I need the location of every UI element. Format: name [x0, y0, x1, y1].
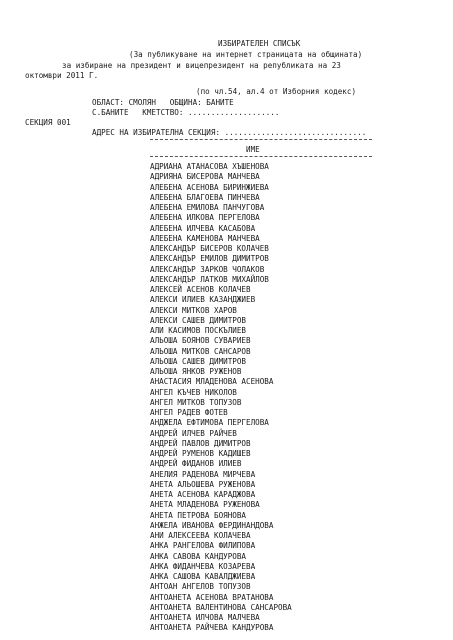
- voter-name-row: АЛЕБЕНА КАМЕНОВА МАНЧЕВА: [150, 233, 260, 243]
- legal-basis: (по чл.54, ал.4 от Изборния кодекс): [196, 87, 357, 96]
- voter-name-row: АНГЕЛ МИТКОВ ТОПУЗОВ: [150, 397, 242, 407]
- voter-name-row: АНЕТА МЛАДЕНОВА РУЖЕНОВА: [150, 500, 260, 510]
- voter-name-row: АЛЬОША ЯНКОВ РУЖЕНОВ: [150, 367, 242, 376]
- voter-name-row: АЛЕКСАНДЪР ЛАТКОВ МИХАЙЛОВ: [150, 274, 269, 284]
- section-number: СЕКЦИЯ 001: [25, 118, 71, 127]
- voter-name-row: АНКА РАНГЕЛОВА ФИЛИПОВА: [150, 541, 256, 551]
- voter-name-row: АЛЕБЕНА ЕМИЛОВА ПАНЧУГОВА: [150, 203, 265, 212]
- voter-name-row: АЛЕБЕНА БЛАГОЕВА ПИНЧЕВА: [150, 192, 260, 202]
- voter-name-row: АНТОАНЕТА РАЙЧЕВА КАНДУРОВА: [150, 623, 274, 633]
- voter-name-row: АЛЬОША САШЕВ ДИМИТРОВ: [150, 356, 247, 366]
- voter-name-row: АЛЕКСИ ИЛИЕВ КАЗАНДЖИЕВ: [150, 295, 256, 305]
- voter-name-row: АДРИАНА АТАНАСОВА ХЪШЕНОВА: [150, 162, 269, 171]
- table-header-rule: [150, 156, 372, 157]
- name-column-header: ИМЕ: [246, 145, 260, 154]
- voter-name-row: АЛЕКСЕЙ АСЕНОВ КОЛАЧЕВ: [150, 285, 251, 294]
- voter-name-row: АНДРЕЙ РУМЕНОВ КАДИШЕВ: [150, 449, 251, 458]
- voter-name-row: АЛЬОША БОЯНОВ СУВАРИЕВ: [150, 336, 251, 346]
- voter-name-row: АДРИЯНА БИСЕРОВА МАНЧЕВА: [150, 172, 260, 182]
- table-top-rule: [150, 139, 372, 140]
- voter-name-row: АЛИ КАСИМОВ ПОСКЪЛИЕВ: [150, 326, 247, 335]
- voter-name-row: АНАСТАСИЯ МЛАДЕНОВА АСЕНОВА: [150, 377, 274, 387]
- document-title: ИЗБИРАТЕЛЕН СПИСЪК: [218, 39, 301, 48]
- voter-name-row: АЛЕКСАНДЪР ЗАРКОВ ЧОЛАКОВ: [150, 264, 265, 274]
- voter-name-row: АЛЕБЕНА ИЛКОВА ПЕРГЕЛОВА: [150, 213, 260, 223]
- voter-name-row: АНТОАН АНГЕЛОВ ТОПУЗОВ: [150, 582, 251, 592]
- voter-name-row: АЛЕКСИ САШЕВ ДИМИТРОВ: [150, 315, 247, 325]
- voter-name-row: АНДЖЕЛА ЕФТИМОВА ПЕРГЕЛОВА: [150, 418, 269, 428]
- region-municipality: ОБЛАСТ: СМОЛЯН ОБЩИНА: БАНИТЕ: [92, 98, 234, 107]
- voter-name-row: АНИ АЛЕКСЕЕВА КОЛАЧЕВА: [150, 531, 251, 540]
- voter-name-row: АЛЕБЕНА ИЛЧЕВА КАСАБОВА: [150, 223, 256, 233]
- voter-name-row: АНКА САШОВА КАВАЛДЖИЕВА: [150, 572, 256, 581]
- voter-name-row: АНЕТА ПЕТРОВА БОЯНОВА: [150, 510, 247, 520]
- section-address: АДРЕС НА ИЗБИРАТЕЛНА СЕКЦИЯ: ...............................: [92, 128, 367, 137]
- voter-name-row: АЛЕКСИ МИТКОВ ХАРОВ: [150, 305, 237, 315]
- voter-name-row: АНДРЕЙ ФИДАНОВ ИЛИЕВ: [150, 459, 242, 469]
- voter-name-row: АНГЕЛ КЪЧЕВ НИКОЛОВ: [150, 387, 237, 397]
- voter-name-row: АЛЕКСАНДЪР БИСЕРОВ КОЛАЧЕВ: [150, 244, 269, 253]
- settlement-mayoralty: С.БАНИТЕ КМЕТСТВО: ....................: [92, 108, 280, 117]
- voter-name-row: АНГЕЛ РАДЕВ ФОТЕВ: [150, 408, 228, 417]
- voter-name-row: АНЕТА АЛЬОШЕВА РУЖЕНОВА: [150, 479, 256, 489]
- publish-note: (За публикуване на интернет страницата на общината): [129, 50, 363, 59]
- election-description-line-1: за избиране на президент и вицепрезидент на републиката на 23: [62, 61, 341, 70]
- voter-name-row: АНКА ФИДАНЧЕВА КОЗАРЕВА: [150, 561, 256, 571]
- election-description-line-2: октомври 2011 Г.: [25, 71, 99, 80]
- voter-name-row: АНТОАНЕТА АСЕНОВА ВРАТАНОВА: [150, 592, 274, 602]
- voter-name-row: АНЖЕЛА ИВАНОВА ФЕРДИНАНДОВА: [150, 520, 274, 530]
- voter-name-row: АЛЕКСАНДЪР ЕМИЛОВ ДИМИТРОВ: [150, 254, 269, 264]
- voter-name-row: АЛЬОША МИТКОВ САНСАРОВ: [150, 346, 251, 356]
- voter-name-row: АНТОАНЕТА ВАЛЕНТИНОВА САНСАРОВА: [150, 602, 292, 612]
- voter-name-row: АНЕЛИЯ РАДЕНОВА МИРЧЕВА: [150, 469, 256, 479]
- voter-name-row: АЛЕБЕНА АСЕНОВА БИРИНЖИЕВА: [150, 182, 269, 192]
- voter-name-row: АНЕТА АСЕНОВА КАРАДЖОВА: [150, 490, 256, 499]
- voter-name-row: АНДРЕЙ ПАВЛОВ ДИМИТРОВ: [150, 438, 251, 448]
- voter-name-row: АНКА САВОВА КАНДУРОВА: [150, 551, 247, 561]
- voter-name-row: АНТОАНЕТА ИЛЧОВА МАЛЧЕВА: [150, 613, 260, 622]
- voter-list: [150, 162, 292, 634]
- voter-name-row: АНДРЕЙ ИЛЧЕВ РАЙЧЕВ: [150, 428, 237, 438]
